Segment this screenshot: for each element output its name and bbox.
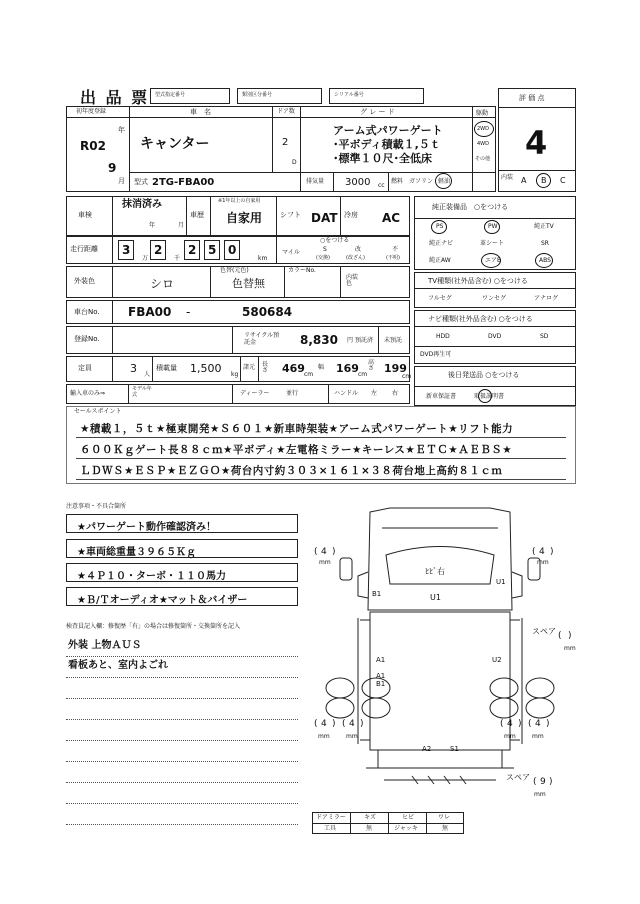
damage-b1-left2: B1	[376, 680, 386, 688]
tread-fl: 4	[321, 547, 327, 557]
first-reg-label: 初年度登録	[76, 108, 107, 115]
import-label: 輸入車のみ⇒	[70, 390, 106, 397]
fuel-diesel: 軽油	[438, 178, 451, 185]
width-label: 幅	[318, 364, 325, 371]
fuel-gasoline: ガソリン	[409, 178, 434, 185]
bed-outline	[370, 612, 510, 750]
drive-other: その他	[475, 156, 491, 162]
load-unit: kg	[231, 371, 239, 378]
legend-h1: キズ	[364, 814, 376, 821]
month-unit: 月	[118, 177, 125, 185]
mirror-left	[340, 558, 352, 580]
displacement-value: 3000	[345, 177, 371, 188]
later-header: 後日発送品 ○をつける	[448, 371, 520, 379]
mileage-km: km	[258, 255, 268, 262]
grade-score: 4	[525, 124, 548, 162]
tread-fr: 4	[539, 547, 545, 557]
mileage-unknown: 不	[392, 246, 399, 253]
width-value: 169	[336, 362, 359, 375]
note-item-4: ★Ｂ/Ｔオーディオ★マット＆バイザー	[66, 587, 298, 606]
spare-label-bottom: スペア	[506, 773, 530, 782]
wheel-front-right-inner	[526, 678, 554, 698]
legend-h0: ドアミラー	[316, 814, 346, 821]
legend-v1: 無	[366, 825, 373, 832]
mileage-d4: 5	[208, 243, 217, 257]
tv-fullseg: フルセグ	[428, 295, 452, 302]
first-reg-year: R02	[80, 139, 106, 153]
equip-tv: 純正TV	[534, 223, 554, 230]
sales-label: セールスポイント	[74, 408, 122, 415]
recycle-unit: 円	[347, 337, 354, 344]
fuel-label: 燃料	[391, 178, 404, 185]
mileage-label: 走行距離	[70, 245, 98, 253]
equip-navi: 純正ナビ	[429, 240, 454, 247]
interior-c: C	[560, 176, 566, 185]
width-unit: cm	[358, 371, 368, 378]
svg-text:(: (	[314, 719, 318, 729]
color-original-label: 色替(元色)	[220, 267, 249, 274]
svg-text:(: (	[314, 547, 318, 557]
tread-fl-unit: mm	[319, 559, 331, 566]
color-label: 外装色	[74, 277, 95, 285]
svg-text:): )	[550, 547, 554, 557]
interior-b-circle	[536, 173, 551, 188]
displacement-label: 排気量	[306, 178, 325, 185]
tread-rl-outer: 4	[321, 719, 327, 729]
svg-text:): )	[568, 631, 572, 641]
mileage-d2: 2	[154, 243, 163, 257]
svg-text:): )	[549, 777, 553, 787]
load-value: 1,500	[190, 362, 222, 375]
mileage-d5: 0	[228, 243, 237, 257]
seats-unit: 人	[144, 371, 151, 378]
inspection-label: 車検	[78, 211, 92, 219]
navi-hdd: HDD	[436, 333, 450, 340]
legend-v3: 無	[442, 825, 449, 832]
chassis-label: 車台No.	[74, 308, 100, 316]
mileage-rollback: 改	[355, 246, 362, 253]
seats-label: 定員	[78, 364, 92, 372]
equip-pw-circle	[484, 220, 500, 234]
svg-text:(: (	[533, 777, 537, 787]
damage-u1-right: U1	[496, 578, 506, 586]
inspector-line2: 看板あと、室内よごれ	[68, 660, 168, 671]
grade-line3: ･標準１０尺･全低床	[333, 152, 432, 165]
spare-label-top: スペア	[532, 627, 556, 636]
history-note: ※1年以上の自家用	[218, 198, 261, 204]
damage-b1-left: B1	[372, 590, 382, 598]
spare-bottom-unit: mm	[534, 791, 546, 798]
chassis-prefix: FBA00	[128, 305, 172, 319]
interior-a: A	[521, 176, 527, 185]
tailgate	[378, 750, 502, 768]
inspector-label: 検査員記入欄：修復歴「有」の場合は修復箇所・交換箇所を記入	[66, 623, 241, 630]
drive-label: 駆動	[476, 110, 489, 117]
svg-text:(: (	[532, 547, 536, 557]
wheel-rear-left	[326, 698, 354, 718]
svg-text:(: (	[528, 719, 532, 729]
svg-text:): )	[360, 719, 364, 729]
navi-dvd: DVD	[488, 333, 502, 340]
damage-u1-windshield: U1	[430, 593, 441, 602]
drive-2wd: 2WD	[477, 126, 489, 132]
interior-label: 内装	[501, 174, 514, 181]
tv-analog: アナログ	[534, 295, 559, 302]
note-item-3: ★４Ｐ１０・ターボ・１１０馬力	[66, 563, 298, 582]
car-name: キャンター	[140, 136, 210, 152]
mileage-d3: 2	[188, 243, 197, 257]
equip-ps-circle	[431, 220, 447, 234]
wheel-rear-right	[490, 698, 518, 718]
svg-text:): )	[332, 547, 336, 557]
interior-b: B	[541, 176, 547, 185]
registration-label: 登録No.	[74, 335, 100, 343]
color-repainted: 色替無	[232, 277, 265, 290]
doors-value: 2	[282, 137, 289, 148]
handle-label: ハンドル	[334, 390, 359, 397]
equipment-header: 純正装備品 ○をつける	[432, 203, 509, 211]
chassis-dash: -	[186, 305, 191, 319]
recycle-value: 8,830	[300, 333, 338, 347]
sales-line2: ６００Ｋｇゲート長８８ｃｍ★平ボディ★左電格ミラー★キーレス★ＥＴＣ★ＡＥＢＳ★	[80, 444, 513, 456]
displacement-unit: cc	[378, 182, 385, 189]
model-label: 型式	[134, 178, 148, 186]
sales-line3: ＬＤＷＳ★ＥＳＰ★ＥＺＧＯ★荷台内寸約３０３×１６１×３８荷台地上高約８１ｃｍ	[80, 465, 503, 477]
wheel-front-right	[490, 678, 518, 698]
tread-rr-outer-unit: mm	[532, 733, 544, 740]
legend-h2: ヒビ	[402, 814, 415, 821]
mileage-exchange-label: (交換)	[316, 255, 330, 261]
handle-left: 左	[371, 390, 378, 397]
note-item-1: ★パワーゲート動作確認済み！	[66, 514, 298, 533]
recycle-done: 預託済	[355, 337, 374, 344]
mileage-circle-label: ○をつける	[320, 237, 350, 244]
recycle-not: 未預託	[384, 337, 403, 344]
grade-label: 評 価 点	[519, 94, 545, 102]
first-reg-month: 9	[108, 161, 117, 175]
tv-header: TV種類(社外品含む) ○をつける	[428, 277, 528, 285]
damage-a1-left2: A1	[376, 672, 386, 680]
history-label: 車歴	[190, 211, 204, 219]
svg-text:(: (	[558, 631, 562, 641]
fuel-diesel-circle	[435, 173, 452, 189]
windshield	[386, 547, 494, 585]
note-item-2: ★車両総重量３９６５Ｋｇ	[66, 539, 298, 558]
chassis-row	[66, 300, 410, 324]
model-year-label: モデル年式	[132, 386, 152, 398]
dealer-label: ディーラー	[240, 390, 270, 397]
length-label: 長さ	[262, 361, 269, 374]
damage-hide: ﾋﾋﾞ右	[425, 567, 445, 576]
tread-rl-inner-unit: mm	[346, 733, 358, 740]
notes-label: 注意事項・不具合箇所	[66, 503, 127, 510]
import-row	[66, 384, 410, 404]
inspection-year-unit: 年	[149, 222, 156, 229]
mileage-sen: 千	[174, 255, 181, 262]
equip-airbag-circle	[481, 253, 501, 268]
tv-oneseg: ワンセグ	[482, 295, 507, 302]
navi-header: ナビ種類(社外品含む) ○をつける	[428, 315, 533, 323]
inspection-value: 抹消済み	[122, 199, 162, 210]
equip-abs: ABS	[539, 257, 551, 264]
svg-text:): )	[332, 719, 336, 729]
damage-a1-left1: A1	[376, 656, 386, 664]
mileage-man: 万	[142, 255, 149, 262]
dims-label: 諸元	[243, 364, 256, 371]
history-value: 自家用	[226, 211, 263, 225]
tread-rl-outer-unit: mm	[318, 733, 330, 740]
height-unit: cm	[402, 373, 412, 380]
type-designation-box: 型式指定番号	[150, 88, 230, 104]
equip-pw: PW	[488, 223, 498, 230]
legend-v0: 工具	[324, 825, 337, 832]
equip-leather: 革シート	[480, 240, 505, 247]
parallel-label: 並行	[286, 390, 299, 397]
doors-unit: D	[292, 159, 297, 166]
svg-text:): )	[518, 719, 522, 729]
interior-color-label: 内装色	[346, 274, 359, 287]
mileage-rollback-label: (改ざん)	[346, 255, 365, 261]
model-value: 2TG-FBA00	[152, 177, 215, 188]
truck-diagram	[300, 500, 580, 840]
load-label: 積載量	[156, 364, 177, 372]
height-value: 199	[384, 362, 407, 375]
shift-value: DAT	[311, 211, 338, 225]
damage-s1-rear: S1	[450, 745, 459, 753]
drive-2wd-circle	[474, 121, 494, 137]
recycle-label: リサイクル預託金	[244, 332, 280, 347]
chassis-number: 580684	[242, 305, 293, 319]
tread-fr-unit: mm	[537, 559, 549, 566]
height-label: 高さ	[368, 359, 375, 372]
sales-line1: ★積載１，５ｔ★極東開発★Ｓ６０１★新車時架装★アーム式パワーゲート★リフト能力	[80, 423, 514, 435]
equip-airbag: エアB	[485, 257, 502, 264]
shift-label: シフト	[280, 211, 301, 219]
legend-v2: ジャッキ	[394, 825, 418, 832]
inspector-line1: 外装 上物ＡＵＳ	[68, 640, 142, 651]
mileage-d1: 3	[122, 243, 131, 257]
mileage-unknown-label: (不明)	[386, 255, 400, 261]
svg-text:): )	[546, 719, 550, 729]
doors-label: ドア数	[277, 108, 295, 115]
handle-right: 右	[392, 390, 399, 397]
manual-label: 取扱説明書	[474, 393, 505, 400]
damage-a2-rear: A2	[422, 745, 432, 753]
inspection-month-unit: 月	[178, 222, 185, 229]
category-box: 類別区分番号	[237, 88, 322, 104]
manual-circle	[478, 389, 492, 403]
tread-rl-inner: 4	[349, 719, 355, 729]
equip-aw: 純正AW	[429, 257, 451, 264]
wheel-rear-left-inner	[362, 698, 390, 718]
equip-ps: PS	[436, 223, 444, 230]
tread-rr-outer: 4	[535, 719, 541, 729]
color-value: シロ	[150, 277, 175, 291]
navi-sd: SD	[540, 333, 549, 340]
drive-4wd: 4WD	[477, 141, 489, 147]
seats-value: 3	[130, 362, 137, 375]
mileage-mile: マイル	[282, 249, 300, 256]
mileage-exchange: S	[323, 246, 327, 253]
length-value: 469	[282, 362, 305, 375]
tread-rr-inner-unit: mm	[504, 733, 516, 740]
grade-header: グ レ ー ド	[360, 108, 395, 116]
form-title: 出 品 票	[80, 88, 150, 107]
wheel-rear-right-inner	[526, 698, 554, 718]
car-name-label: 車 名	[190, 108, 211, 116]
dvd-label: DVD再生可	[420, 351, 452, 358]
legend-h3: ワレ	[438, 814, 451, 821]
color-no-label: カラーNo.	[288, 267, 316, 274]
grade-line2: ･平ボディ積載１,５ｔ	[333, 138, 441, 151]
damage-u2-right: U2	[492, 656, 502, 664]
equip-sr: SR	[541, 240, 549, 247]
tread-rr-inner: 4	[507, 719, 513, 729]
serial-box: シリアル番号	[329, 88, 424, 104]
year-unit: 年	[118, 126, 125, 134]
svg-text:(: (	[342, 719, 346, 729]
equip-abs-circle	[535, 253, 553, 268]
grade-line1: アーム式パワーゲート	[333, 124, 443, 137]
wheel-front-left	[326, 678, 354, 698]
length-unit: cm	[304, 371, 314, 378]
ac-value: AC	[382, 211, 401, 225]
spare-tread: 9	[540, 777, 546, 787]
svg-text:(: (	[500, 719, 504, 729]
ac-label: 冷房	[344, 211, 358, 219]
warranty-label: 新車保証書	[426, 393, 457, 400]
spare-top-unit: mm	[564, 645, 576, 652]
